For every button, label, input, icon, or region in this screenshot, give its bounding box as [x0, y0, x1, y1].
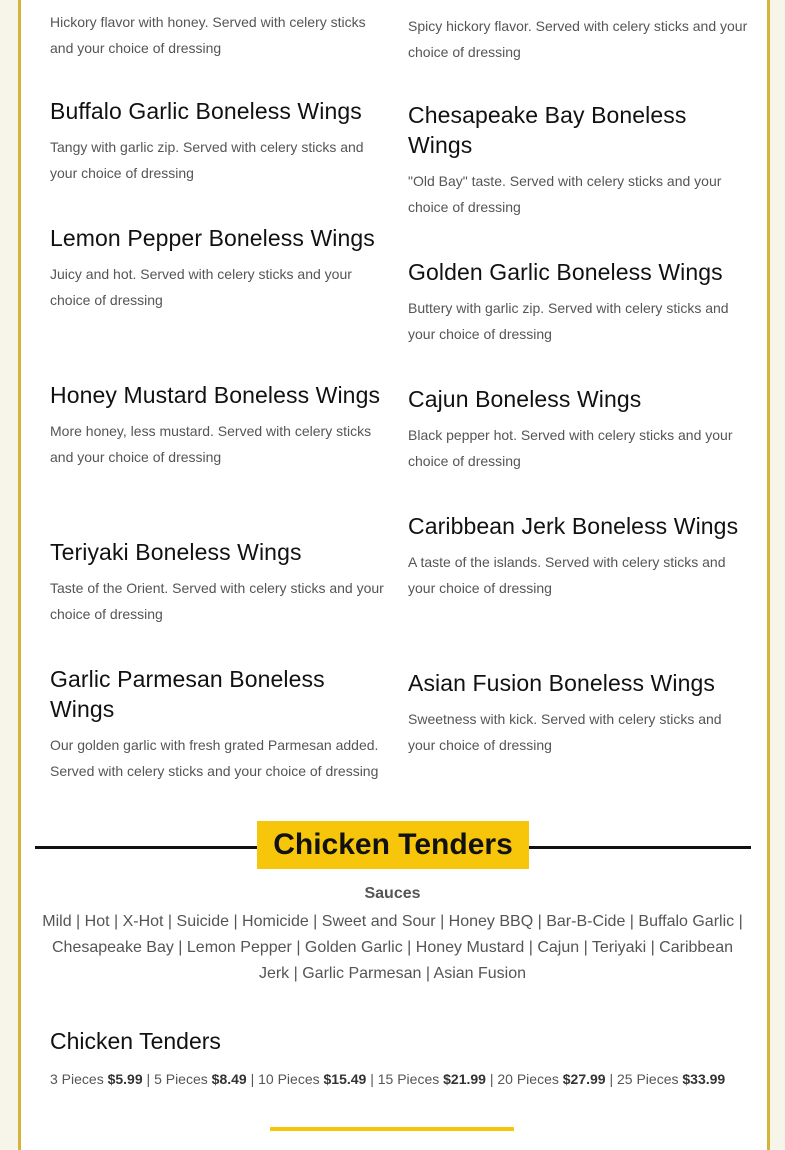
item-description: Sweetness with kick. Served with celery sticks and your choice of dressing	[408, 711, 722, 753]
item-description: "Old Bay" taste. Served with celery sticks and your choice of dressing	[408, 173, 722, 215]
price-label: 25 Pieces	[617, 1071, 679, 1087]
price-value: $27.99	[562, 1071, 606, 1087]
item-description: Spicy hickory flavor. Served with celery sticks and your choice of dressing	[408, 18, 748, 60]
item-title: Buffalo Garlic Boneless Wings	[50, 98, 362, 124]
menu-item	[50, 223, 390, 313]
item-title: Honey Mustard Boneless Wings	[50, 382, 381, 408]
menu-item	[50, 96, 390, 186]
price-separator: |	[250, 1071, 259, 1087]
price-separator: |	[489, 1071, 498, 1087]
item-title: Chesapeake Bay Boneless Wings	[408, 102, 687, 158]
item-description: Taste of the Orient. Served with celery sticks and your choice of dressing	[50, 580, 384, 622]
menu-item	[408, 384, 748, 474]
price-label: 15 Pieces	[377, 1071, 440, 1087]
item-title: Teriyaki Boneless Wings	[50, 539, 302, 565]
price-separator: |	[370, 1071, 378, 1087]
next-section-label	[270, 1127, 514, 1131]
price-value: $15.49	[323, 1071, 367, 1087]
item-title: Caribbean Jerk Boneless Wings	[408, 513, 739, 539]
menu-item	[408, 668, 748, 758]
item-description: Juicy and hot. Served with celery sticks and your choice of dressing	[50, 266, 352, 308]
item-description: Our golden garlic with fresh grated Parmesan added. Served with celery sticks and your choice of dressing	[50, 737, 379, 779]
menu-item	[408, 511, 748, 601]
item-title: Chicken Tenders	[50, 1028, 221, 1054]
menu-item	[408, 13, 748, 65]
menu-item	[50, 537, 390, 627]
price-value: $21.99	[443, 1071, 486, 1087]
item-description: More honey, less mustard. Served with celery sticks and your choice of dressing	[50, 423, 372, 465]
price-separator: |	[609, 1071, 617, 1087]
item-title: Golden Garlic Boneless Wings	[408, 259, 723, 285]
price-list	[50, 1071, 725, 1087]
item-title: Lemon Pepper Boneless Wings	[50, 225, 375, 251]
menu-item	[50, 380, 390, 470]
section-title: Chicken Tenders	[257, 821, 529, 869]
price-value: $8.49	[211, 1071, 247, 1087]
price-value: $33.99	[682, 1071, 726, 1087]
item-description: Buttery with garlic zip. Served with celery sticks and your choice of dressing	[408, 300, 729, 342]
item-description: Tangy with garlic zip. Served with celery sticks and your choice of dressing	[50, 139, 364, 181]
menu-item	[408, 257, 748, 347]
price-separator: |	[146, 1071, 155, 1087]
item-title: Asian Fusion Boneless Wings	[408, 670, 715, 696]
sauces-list: Mild | Hot | X-Hot | Suicide | Homicide | Sweet and Sour | Honey BBQ | Bar-B-Cide | Buffalo Garlic | Chesapeake Bay | Lemon Pepper | Golden Garlic | Honey Mustard | Cajun | Teriyaki | Caribbean Jerk | Garlic Parmesan | Asian Fusion	[42, 913, 743, 982]
sauces-title: Sauces	[364, 885, 421, 902]
menu-item	[50, 664, 390, 784]
price-value: $5.99	[107, 1071, 143, 1087]
price-label: 20 Pieces	[497, 1071, 559, 1087]
item-description: Black pepper hot. Served with celery sticks and your choice of dressing	[408, 427, 733, 469]
item-description: A taste of the islands. Served with celery sticks and your choice of dressing	[408, 554, 726, 596]
menu-item	[50, 9, 390, 61]
item-description: Hickory flavor with honey. Served with celery sticks and your choice of dressing	[50, 14, 366, 56]
menu-item	[408, 100, 748, 220]
item-title: Garlic Parmesan Boneless Wings	[50, 666, 325, 722]
item-title: Cajun Boneless Wings	[408, 386, 642, 412]
price-label: 10 Pieces	[258, 1071, 320, 1087]
price-label: 3 Pieces	[50, 1071, 104, 1087]
price-label: 5 Pieces	[154, 1071, 208, 1087]
